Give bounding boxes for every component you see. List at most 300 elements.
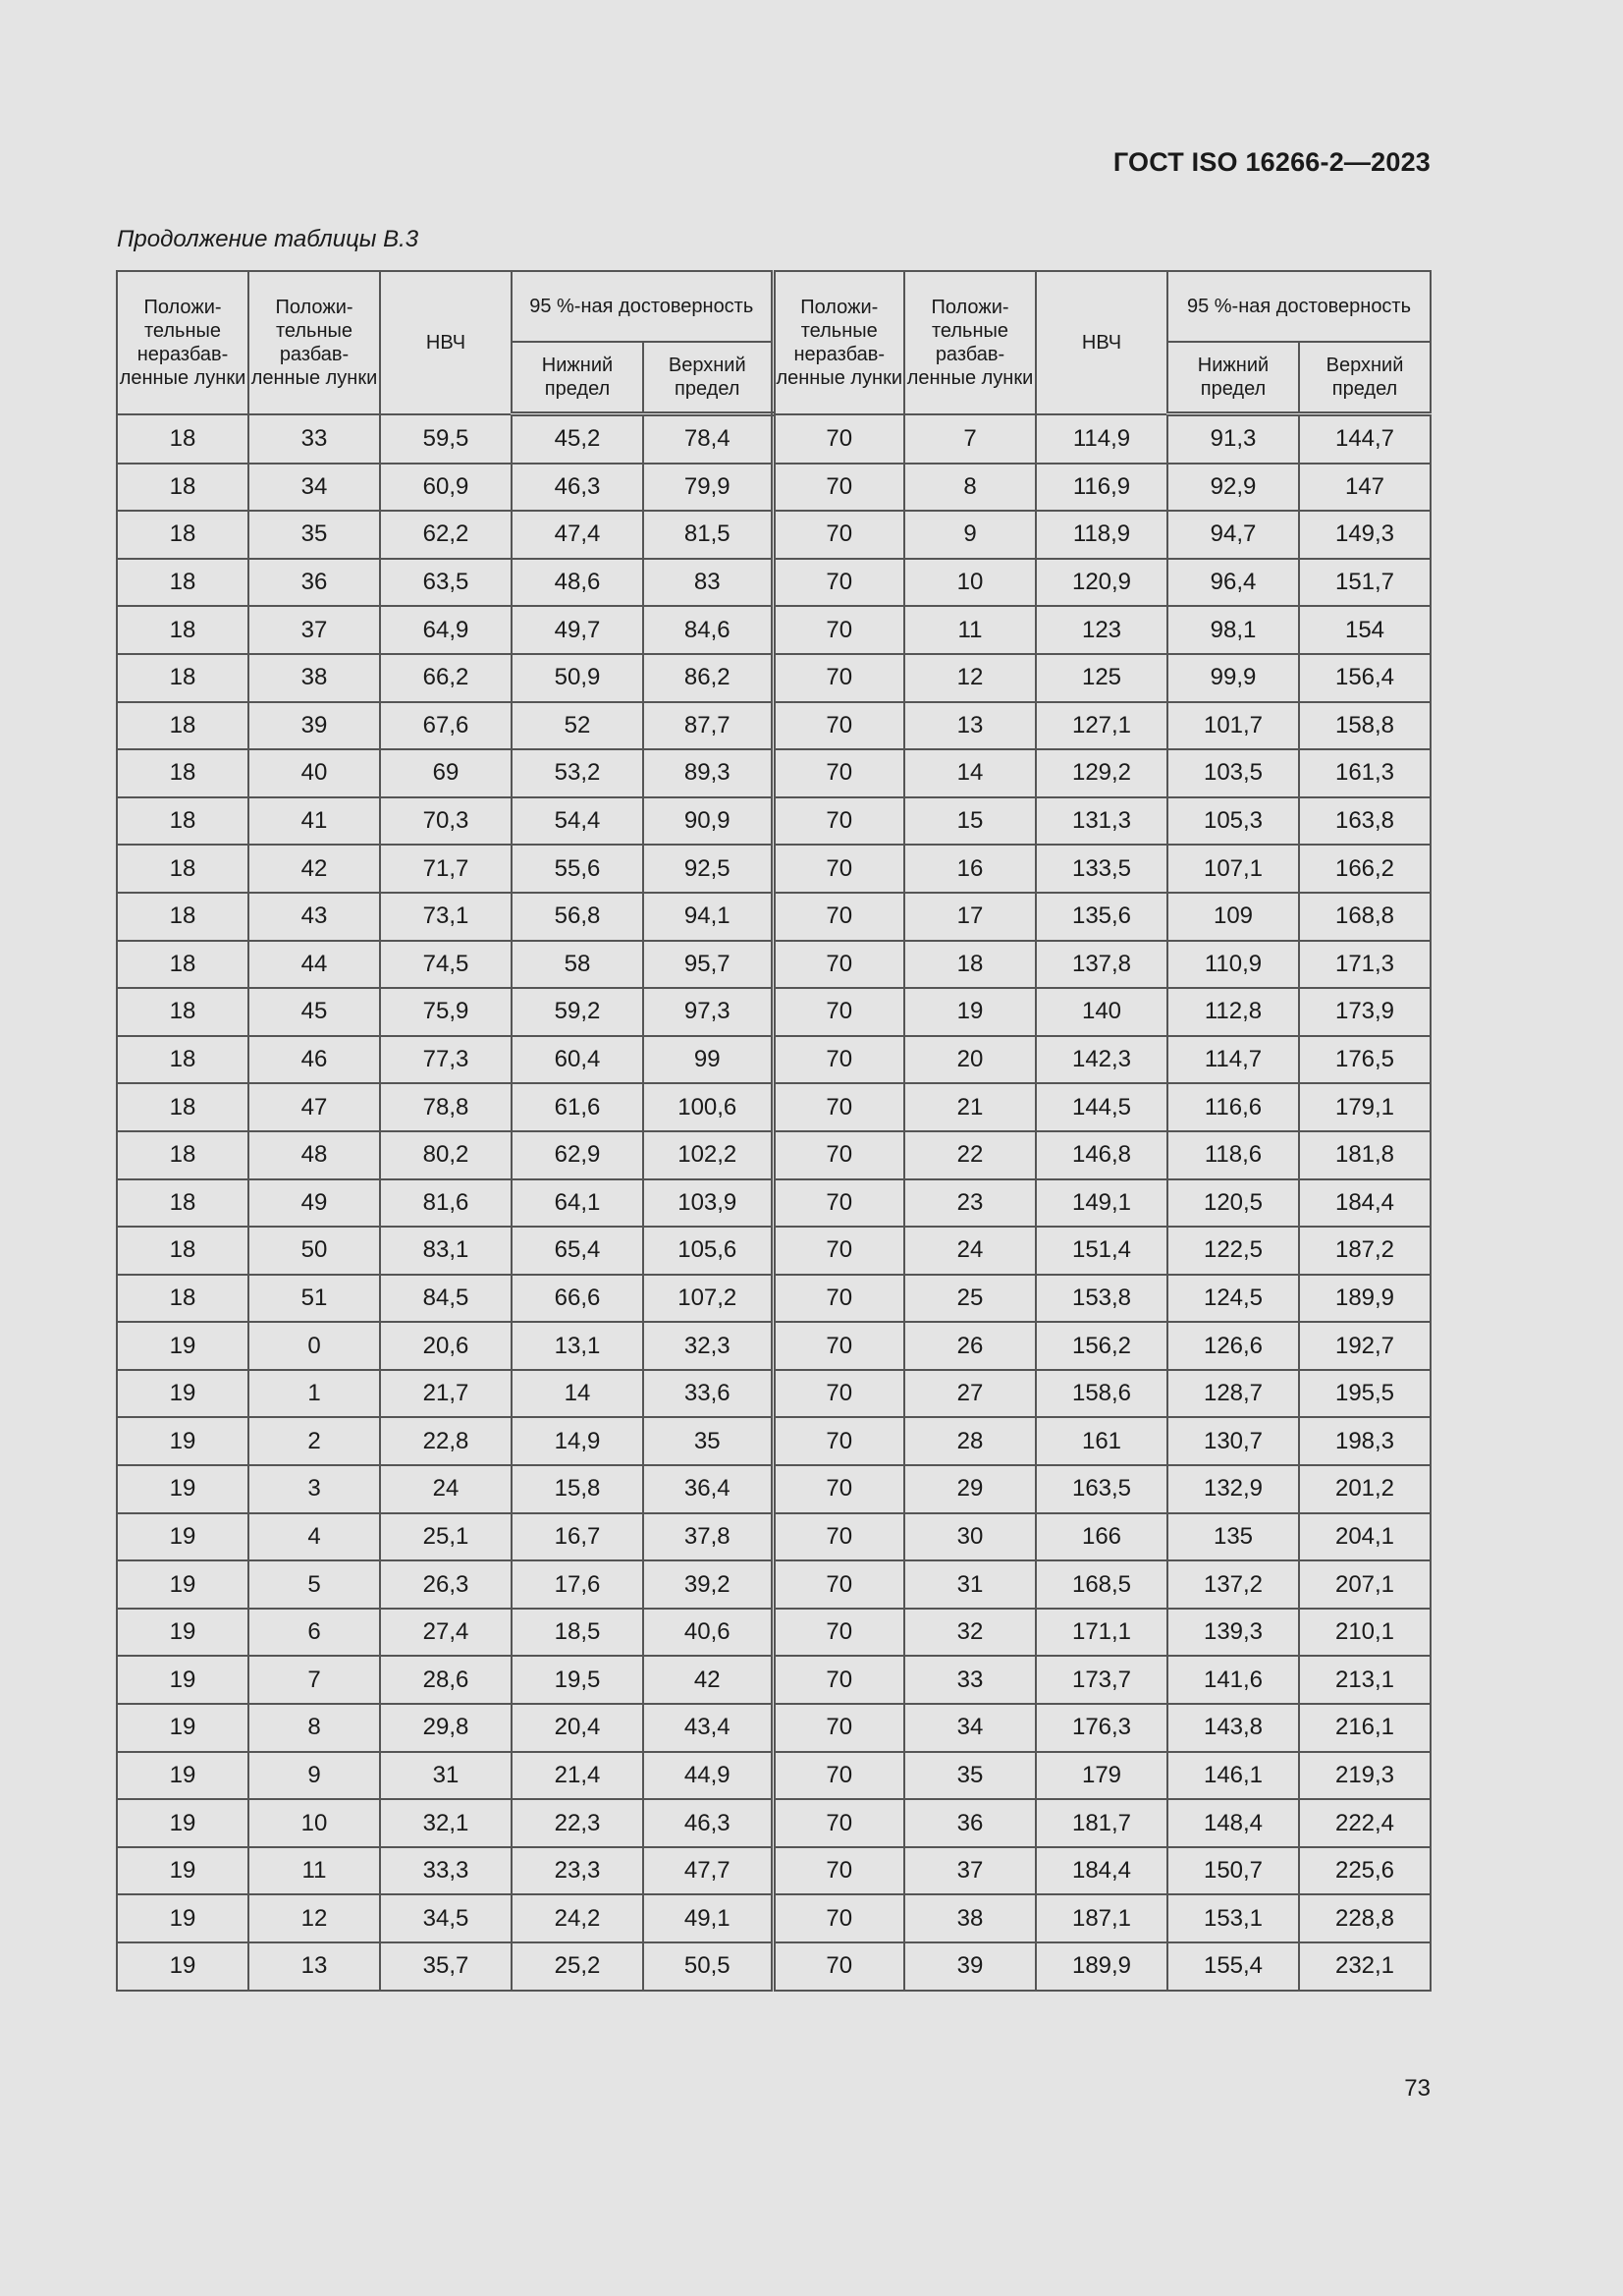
- table-cell: 19: [117, 1560, 248, 1609]
- table-cell: 166: [1036, 1513, 1167, 1561]
- table-cell: 154: [1299, 606, 1431, 654]
- table-row: [117, 845, 1431, 893]
- table-cell: 187,2: [1299, 1227, 1431, 1275]
- table-cell: 19: [117, 1894, 248, 1942]
- table-cell: 78,8: [380, 1083, 512, 1131]
- table-cell: 198,3: [1299, 1417, 1431, 1465]
- table-cell: 44,9: [643, 1752, 773, 1800]
- table-cell: 118,6: [1167, 1131, 1299, 1179]
- table-cell: 17,6: [512, 1560, 643, 1609]
- table-cell: 66,6: [512, 1275, 643, 1323]
- table-cell: 126,6: [1167, 1322, 1299, 1370]
- header-positive-undiluted: Положи-тельные неразбав-ленные лунки: [773, 271, 904, 414]
- table-cell: 149,3: [1299, 511, 1431, 559]
- table-cell: 62,2: [380, 511, 512, 559]
- header-positive-diluted: Положи-тельные разбав-ленные лунки: [248, 271, 380, 414]
- table-cell: 73,1: [380, 893, 512, 941]
- table-cell: 64,9: [380, 606, 512, 654]
- header-positive-diluted: Положи-тельные разбав-ленные лунки: [904, 271, 1036, 414]
- table-cell: 20,6: [380, 1322, 512, 1370]
- table-cell: 78,4: [643, 414, 773, 464]
- table-cell: 18: [117, 414, 248, 464]
- table-cell: 61,6: [512, 1083, 643, 1131]
- table-cell: 137,8: [1036, 941, 1167, 989]
- table-cell: 25,1: [380, 1513, 512, 1561]
- table-cell: 70: [773, 1704, 904, 1752]
- table-cell: 34: [904, 1704, 1036, 1752]
- table-cell: 47: [248, 1083, 380, 1131]
- table-row: [117, 1417, 1431, 1465]
- table-cell: 90,9: [643, 797, 773, 846]
- table-cell: 151,7: [1299, 559, 1431, 607]
- table-cell: 70: [773, 845, 904, 893]
- table-cell: 207,1: [1299, 1560, 1431, 1609]
- table-cell: 19: [117, 1513, 248, 1561]
- table-cell: 222,4: [1299, 1799, 1431, 1847]
- table-row: [117, 1560, 1431, 1609]
- table-cell: 27,4: [380, 1609, 512, 1657]
- table-cell: 18: [117, 845, 248, 893]
- table-row: [117, 654, 1431, 702]
- document-code: ГОСТ ISO 16266-2—2023: [1112, 147, 1431, 177]
- header-upper-limit: Верхний предел: [643, 342, 773, 414]
- table-row: [117, 559, 1431, 607]
- table-cell: 35: [248, 511, 380, 559]
- table-cell: 107,2: [643, 1275, 773, 1323]
- table-cell: 32,1: [380, 1799, 512, 1847]
- table-cell: 14: [904, 749, 1036, 797]
- table-cell: 189,9: [1036, 1942, 1167, 1991]
- table-cell: 3: [248, 1465, 380, 1513]
- table-cell: 158,6: [1036, 1370, 1167, 1418]
- table-cell: 14,9: [512, 1417, 643, 1465]
- table-row: [117, 702, 1431, 750]
- table-cell: 47,7: [643, 1847, 773, 1895]
- table-cell: 36: [904, 1799, 1036, 1847]
- table-cell: 161: [1036, 1417, 1167, 1465]
- table-cell: 103,9: [643, 1179, 773, 1228]
- table-row: [117, 1847, 1431, 1895]
- table-cell: 21,4: [512, 1752, 643, 1800]
- table-cell: 184,4: [1299, 1179, 1431, 1228]
- table-cell: 232,1: [1299, 1942, 1431, 1991]
- table-cell: 9: [904, 511, 1036, 559]
- table-cell: 173,9: [1299, 988, 1431, 1036]
- table-cell: 75,9: [380, 988, 512, 1036]
- table-cell: 31: [380, 1752, 512, 1800]
- table-cell: 81,5: [643, 511, 773, 559]
- table-cell: 8: [248, 1704, 380, 1752]
- table-cell: 24: [380, 1465, 512, 1513]
- table-cell: 48,6: [512, 559, 643, 607]
- table-cell: 19: [117, 1942, 248, 1991]
- table-cell: 70: [773, 1275, 904, 1323]
- table-cell: 70: [773, 893, 904, 941]
- header-mpn: НВЧ: [1036, 271, 1167, 414]
- header-lower-limit: Нижний предел: [1167, 342, 1299, 414]
- table-cell: 46,3: [512, 464, 643, 512]
- table-cell: 60,9: [380, 464, 512, 512]
- table-cell: 187,1: [1036, 1894, 1167, 1942]
- table-cell: 168,8: [1299, 893, 1431, 941]
- table-row: [117, 1656, 1431, 1704]
- table-cell: 131,3: [1036, 797, 1167, 846]
- table-cell: 147: [1299, 464, 1431, 512]
- table-row: [117, 797, 1431, 846]
- table-cell: 22,8: [380, 1417, 512, 1465]
- table-cell: 70: [773, 1227, 904, 1275]
- table-row: [117, 1894, 1431, 1942]
- table-cell: 213,1: [1299, 1656, 1431, 1704]
- table-cell: 19: [117, 1656, 248, 1704]
- mpn-table: [116, 270, 1432, 1992]
- table-cell: 18: [117, 511, 248, 559]
- table-cell: 20: [904, 1036, 1036, 1084]
- table-cell: 42: [248, 845, 380, 893]
- header-confidence: 95 %-ная достоверность: [1167, 271, 1431, 342]
- table-cell: 210,1: [1299, 1609, 1431, 1657]
- table-cell: 29: [904, 1465, 1036, 1513]
- table-cell: 96,4: [1167, 559, 1299, 607]
- table-cell: 94,1: [643, 893, 773, 941]
- table-cell: 19: [117, 1799, 248, 1847]
- table-cell: 32,3: [643, 1322, 773, 1370]
- table-cell: 139,3: [1167, 1609, 1299, 1657]
- table-cell: 94,7: [1167, 511, 1299, 559]
- table-cell: 22: [904, 1131, 1036, 1179]
- table-cell: 19,5: [512, 1656, 643, 1704]
- table-cell: 18: [117, 988, 248, 1036]
- table-row: [117, 1322, 1431, 1370]
- table-row: [117, 941, 1431, 989]
- table-cell: 69: [380, 749, 512, 797]
- table-cell: 195,5: [1299, 1370, 1431, 1418]
- table-cell: 103,5: [1167, 749, 1299, 797]
- table-cell: 166,2: [1299, 845, 1431, 893]
- table-cell: 97,3: [643, 988, 773, 1036]
- table-cell: 35,7: [380, 1942, 512, 1991]
- table-cell: 70: [773, 1417, 904, 1465]
- table-cell: 40,6: [643, 1609, 773, 1657]
- table-cell: 70: [773, 1131, 904, 1179]
- table-cell: 59,2: [512, 988, 643, 1036]
- table-cell: 155,4: [1167, 1942, 1299, 1991]
- table-cell: 129,2: [1036, 749, 1167, 797]
- table-cell: 17: [904, 893, 1036, 941]
- table-cell: 70: [773, 1370, 904, 1418]
- table-cell: 228,8: [1299, 1894, 1431, 1942]
- table-cell: 59,5: [380, 414, 512, 464]
- table-row: [117, 1036, 1431, 1084]
- table-cell: 163,5: [1036, 1465, 1167, 1513]
- table-cell: 79,9: [643, 464, 773, 512]
- table-cell: 18: [117, 702, 248, 750]
- header-confidence: 95 %-ная достоверность: [512, 271, 773, 342]
- table-row: [117, 1131, 1431, 1179]
- table-cell: 46: [248, 1036, 380, 1084]
- table-cell: 179: [1036, 1752, 1167, 1800]
- table-cell: 37: [904, 1847, 1036, 1895]
- table-cell: 70,3: [380, 797, 512, 846]
- table-cell: 70: [773, 1513, 904, 1561]
- table-cell: 49,7: [512, 606, 643, 654]
- table-cell: 7: [248, 1656, 380, 1704]
- table-cell: 144,5: [1036, 1083, 1167, 1131]
- table-cell: 15: [904, 797, 1036, 846]
- table-row: [117, 1275, 1431, 1323]
- table-cell: 19: [117, 1847, 248, 1895]
- table-cell: 50,9: [512, 654, 643, 702]
- table-cell: 141,6: [1167, 1656, 1299, 1704]
- table-row: [117, 1752, 1431, 1800]
- table-cell: 125: [1036, 654, 1167, 702]
- table-cell: 74,5: [380, 941, 512, 989]
- table-cell: 45: [248, 988, 380, 1036]
- table-cell: 0: [248, 1322, 380, 1370]
- table-cell: 70: [773, 1799, 904, 1847]
- table-row: [117, 414, 1431, 464]
- table-cell: 50,5: [643, 1942, 773, 1991]
- table-cell: 18: [117, 893, 248, 941]
- table-cell: 6: [248, 1609, 380, 1657]
- table-cell: 18: [117, 464, 248, 512]
- table-row: [117, 1179, 1431, 1228]
- table-cell: 23,3: [512, 1847, 643, 1895]
- table-cell: 18: [117, 654, 248, 702]
- table-cell: 60,4: [512, 1036, 643, 1084]
- table-cell: 51: [248, 1275, 380, 1323]
- table-cell: 19: [117, 1465, 248, 1513]
- table-cell: 153,1: [1167, 1894, 1299, 1942]
- table-cell: 49: [248, 1179, 380, 1228]
- table-cell: 109: [1167, 893, 1299, 941]
- table-cell: 158,8: [1299, 702, 1431, 750]
- table-cell: 219,3: [1299, 1752, 1431, 1800]
- header-mpn: НВЧ: [380, 271, 512, 414]
- table-cell: 77,3: [380, 1036, 512, 1084]
- table-cell: 65,4: [512, 1227, 643, 1275]
- table-cell: 132,9: [1167, 1465, 1299, 1513]
- table-cell: 33,6: [643, 1370, 773, 1418]
- table-cell: 33: [904, 1656, 1036, 1704]
- table-cell: 181,8: [1299, 1131, 1431, 1179]
- table-cell: 70: [773, 749, 904, 797]
- table-cell: 37,8: [643, 1513, 773, 1561]
- table-cell: 70: [773, 1656, 904, 1704]
- table-cell: 161,3: [1299, 749, 1431, 797]
- table-cell: 31: [904, 1560, 1036, 1609]
- table-cell: 201,2: [1299, 1465, 1431, 1513]
- table-cell: 19: [117, 1609, 248, 1657]
- table-cell: 13,1: [512, 1322, 643, 1370]
- table-row: [117, 1465, 1431, 1513]
- table-cell: 18: [117, 941, 248, 989]
- table-cell: 86,2: [643, 654, 773, 702]
- header-positive-undiluted: Положи-тельные неразбав-ленные лунки: [117, 271, 248, 414]
- table-cell: 2: [248, 1417, 380, 1465]
- table-cell: 13: [248, 1942, 380, 1991]
- table-cell: 37: [248, 606, 380, 654]
- table-cell: 70: [773, 1942, 904, 1991]
- table-cell: 19: [904, 988, 1036, 1036]
- table-cell: 33: [248, 414, 380, 464]
- table-cell: 99,9: [1167, 654, 1299, 702]
- table-cell: 144,7: [1299, 414, 1431, 464]
- table-cell: 24: [904, 1227, 1036, 1275]
- table-row: [117, 1513, 1431, 1561]
- table-cell: 18: [117, 1179, 248, 1228]
- table-cell: 118,9: [1036, 511, 1167, 559]
- table-cell: 10: [904, 559, 1036, 607]
- table-cell: 42: [643, 1656, 773, 1704]
- table-cell: 70: [773, 414, 904, 464]
- table-cell: 70: [773, 1179, 904, 1228]
- page-number: 73: [1404, 2075, 1431, 2102]
- table-cell: 70: [773, 654, 904, 702]
- table-cell: 70: [773, 1847, 904, 1895]
- table-cell: 18: [117, 559, 248, 607]
- table-cell: 39: [248, 702, 380, 750]
- table-cell: 163,8: [1299, 797, 1431, 846]
- table-cell: 128,7: [1167, 1370, 1299, 1418]
- table-cell: 50: [248, 1227, 380, 1275]
- table-cell: 18: [117, 606, 248, 654]
- table-cell: 146,8: [1036, 1131, 1167, 1179]
- table-cell: 135,6: [1036, 893, 1167, 941]
- table-cell: 28: [904, 1417, 1036, 1465]
- table-cell: 4: [248, 1513, 380, 1561]
- table-cell: 39,2: [643, 1560, 773, 1609]
- table-cell: 135: [1167, 1513, 1299, 1561]
- table-cell: 156,2: [1036, 1322, 1167, 1370]
- table-cell: 25,2: [512, 1942, 643, 1991]
- table-cell: 143,8: [1167, 1704, 1299, 1752]
- table-cell: 43: [248, 893, 380, 941]
- table-row: [117, 749, 1431, 797]
- table-cell: 18,5: [512, 1609, 643, 1657]
- table-row: [117, 1370, 1431, 1418]
- table-cell: 127,1: [1036, 702, 1167, 750]
- table-cell: 67,6: [380, 702, 512, 750]
- table-cell: 189,9: [1299, 1275, 1431, 1323]
- table-cell: 70: [773, 1894, 904, 1942]
- table-cell: 70: [773, 988, 904, 1036]
- table-cell: 15,8: [512, 1465, 643, 1513]
- table-cell: 35: [904, 1752, 1036, 1800]
- table-cell: 21,7: [380, 1370, 512, 1418]
- table-cell: 19: [117, 1752, 248, 1800]
- table-cell: 16,7: [512, 1513, 643, 1561]
- table-row: [117, 1083, 1431, 1131]
- table-cell: 151,4: [1036, 1227, 1167, 1275]
- table-cell: 70: [773, 702, 904, 750]
- table-cell: 176,5: [1299, 1036, 1431, 1084]
- table-cell: 11: [248, 1847, 380, 1895]
- table-cell: 63,5: [380, 559, 512, 607]
- table-cell: 18: [904, 941, 1036, 989]
- table-cell: 95,7: [643, 941, 773, 989]
- table-cell: 140: [1036, 988, 1167, 1036]
- table-cell: 66,2: [380, 654, 512, 702]
- table-cell: 62,9: [512, 1131, 643, 1179]
- table-cell: 173,7: [1036, 1656, 1167, 1704]
- table-cell: 70: [773, 1083, 904, 1131]
- table-cell: 116,9: [1036, 464, 1167, 512]
- table-cell: 12: [248, 1894, 380, 1942]
- table-cell: 19: [117, 1322, 248, 1370]
- table-cell: 43,4: [643, 1704, 773, 1752]
- table-cell: 179,1: [1299, 1083, 1431, 1131]
- table-cell: 124,5: [1167, 1275, 1299, 1323]
- table-row: [117, 988, 1431, 1036]
- table-cell: 26: [904, 1322, 1036, 1370]
- table-cell: 148,4: [1167, 1799, 1299, 1847]
- table-cell: 29,8: [380, 1704, 512, 1752]
- table-cell: 55,6: [512, 845, 643, 893]
- table-cell: 34: [248, 464, 380, 512]
- table-row: [117, 511, 1431, 559]
- table-row: [117, 1942, 1431, 1991]
- table-cell: 99: [643, 1036, 773, 1084]
- table-cell: 83,1: [380, 1227, 512, 1275]
- table-cell: 91,3: [1167, 414, 1299, 464]
- table-cell: 18: [117, 1227, 248, 1275]
- table-cell: 19: [117, 1704, 248, 1752]
- table-cell: 84,5: [380, 1275, 512, 1323]
- table-cell: 1: [248, 1370, 380, 1418]
- table-row: [117, 1704, 1431, 1752]
- table-cell: 101,7: [1167, 702, 1299, 750]
- table-cell: 137,2: [1167, 1560, 1299, 1609]
- table-cell: 176,3: [1036, 1704, 1167, 1752]
- table-cell: 5: [248, 1560, 380, 1609]
- header-lower-limit: Нижний предел: [512, 342, 643, 414]
- table-cell: 110,9: [1167, 941, 1299, 989]
- table-cell: 36,4: [643, 1465, 773, 1513]
- table-cell: 184,4: [1036, 1847, 1167, 1895]
- table-cell: 18: [117, 1036, 248, 1084]
- table-cell: 81,6: [380, 1179, 512, 1228]
- table-cell: 18: [117, 797, 248, 846]
- table-row: [117, 606, 1431, 654]
- table-cell: 9: [248, 1752, 380, 1800]
- table-cell: 53,2: [512, 749, 643, 797]
- table-cell: 153,8: [1036, 1275, 1167, 1323]
- table-cell: 80,2: [380, 1131, 512, 1179]
- table-cell: 149,1: [1036, 1179, 1167, 1228]
- table-cell: 10: [248, 1799, 380, 1847]
- table-cell: 168,5: [1036, 1560, 1167, 1609]
- table-cell: 181,7: [1036, 1799, 1167, 1847]
- table-cell: 204,1: [1299, 1513, 1431, 1561]
- table-cell: 83: [643, 559, 773, 607]
- table-cell: 41: [248, 797, 380, 846]
- table-cell: 25: [904, 1275, 1036, 1323]
- table-cell: 89,3: [643, 749, 773, 797]
- table-cell: 46,3: [643, 1799, 773, 1847]
- table-cell: 26,3: [380, 1560, 512, 1609]
- table-cell: 171,1: [1036, 1609, 1167, 1657]
- table-cell: 70: [773, 606, 904, 654]
- table-cell: 225,6: [1299, 1847, 1431, 1895]
- table-cell: 102,2: [643, 1131, 773, 1179]
- table-cell: 105,6: [643, 1227, 773, 1275]
- table-row: [117, 1609, 1431, 1657]
- table-cell: 70: [773, 797, 904, 846]
- table-row: [117, 464, 1431, 512]
- table-cell: 92,5: [643, 845, 773, 893]
- table-cell: 216,1: [1299, 1704, 1431, 1752]
